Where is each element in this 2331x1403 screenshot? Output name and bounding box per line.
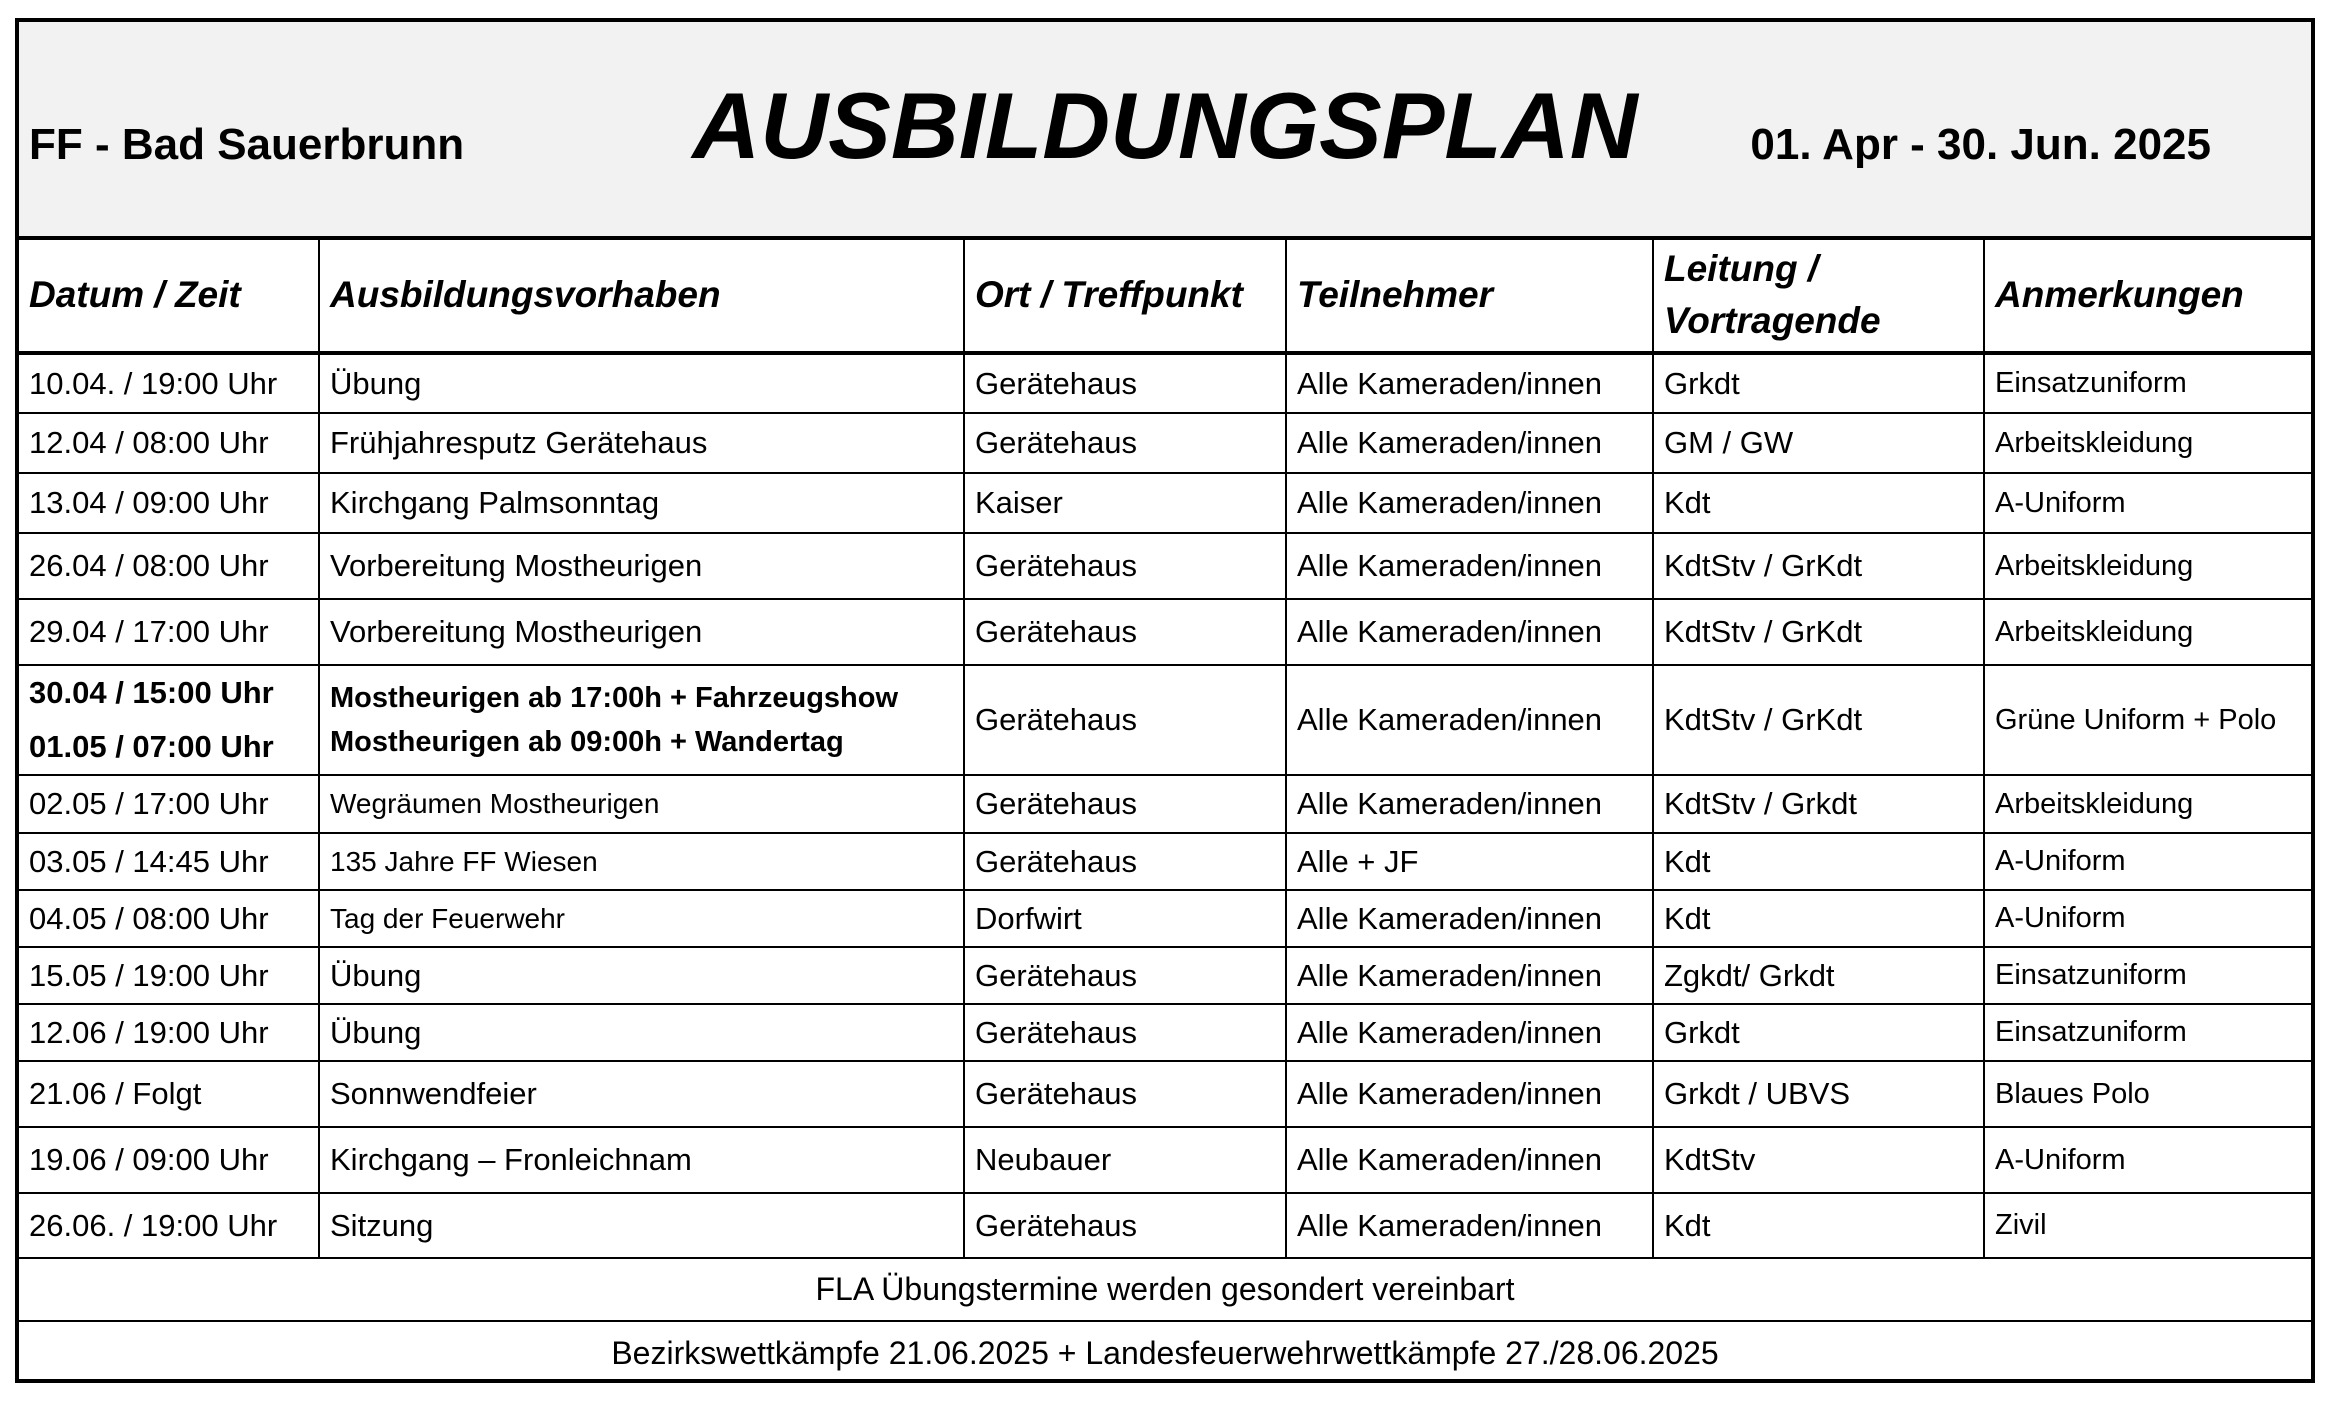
place-cell: Gerätehaus xyxy=(964,353,1286,413)
event-cell: Übung xyxy=(319,947,964,1004)
event-line-2: Mostheurigen ab 09:00h + Wandertag xyxy=(330,726,844,758)
date-cell: 02.05 / 17:00 Uhr xyxy=(19,775,319,833)
place-cell: Gerätehaus xyxy=(964,533,1286,599)
date-cell: 04.05 / 08:00 Uhr xyxy=(19,890,319,947)
note-cell: Arbeitskleidung xyxy=(1984,533,2311,599)
table-row xyxy=(19,1004,2311,1061)
lead-cell: KdtStv xyxy=(1653,1127,1984,1193)
table-row xyxy=(19,1127,2311,1193)
footer-note-row xyxy=(19,1321,2311,1385)
date-cell: 15.05 / 19:00 Uhr xyxy=(19,947,319,1004)
document-title: AUSBILDUNGSPLAN xyxy=(692,73,1638,178)
participants-cell: Alle Kameraden/innen xyxy=(1286,1004,1653,1061)
column-header-event: Ausbildungsvorhaben xyxy=(319,237,964,353)
place-cell: Dorfwirt xyxy=(964,890,1286,947)
date-cell: 29.04 / 17:00 Uhr xyxy=(19,599,319,665)
participants-cell: Alle Kameraden/innen xyxy=(1286,533,1653,599)
place-cell: Gerätehaus xyxy=(964,833,1286,890)
note-cell: A-Uniform xyxy=(1984,473,2311,533)
table-row xyxy=(19,1061,2311,1127)
participants-cell: Alle Kameraden/innen xyxy=(1286,1127,1653,1193)
event-line-1: Mostheurigen ab 17:00h + Fahrzeugshow xyxy=(330,682,899,714)
event-cell: Vorbereitung Mostheurigen xyxy=(319,533,964,599)
lead-cell: Grkdt / UBVS xyxy=(1653,1061,1984,1127)
event-cell: Sonnwendfeier xyxy=(319,1061,964,1127)
footer-note-competitions: Bezirkswettkämpfe 21.06.2025 + Landesfeuerwehrwettkämpfe 27./28.06.2025 xyxy=(19,1321,2311,1385)
document-header xyxy=(19,22,2311,240)
participants-cell: Alle Kameraden/innen xyxy=(1286,947,1653,1004)
organization-name: FF - Bad Sauerbrunn xyxy=(29,120,465,169)
date-cell xyxy=(19,665,319,775)
note-cell: Arbeitskleidung xyxy=(1984,775,2311,833)
table-row xyxy=(19,890,2311,947)
note-cell: Arbeitskleidung xyxy=(1984,413,2311,473)
date-cell: 19.06 / 09:00 Uhr xyxy=(19,1127,319,1193)
column-header-notes: Anmerkungen xyxy=(1984,237,2311,353)
participants-cell: Alle Kameraden/innen xyxy=(1286,353,1653,413)
event-cell: Vorbereitung Mostheurigen xyxy=(319,599,964,665)
date-cell: 12.06 / 19:00 Uhr xyxy=(19,1004,319,1061)
event-cell: Wegräumen Mostheurigen xyxy=(319,775,964,833)
table-row xyxy=(19,947,2311,1004)
date-cell: 26.04 / 08:00 Uhr xyxy=(19,533,319,599)
note-cell: A-Uniform xyxy=(1984,890,2311,947)
plan-period: 01. Apr - 30. Jun. 2025 xyxy=(1750,120,2211,169)
participants-cell: Alle + JF xyxy=(1286,833,1653,890)
note-cell: Arbeitskleidung xyxy=(1984,599,2311,665)
lead-cell: Grkdt xyxy=(1653,1004,1984,1061)
column-header-participants: Teilnehmer xyxy=(1286,237,1653,353)
participants-cell: Alle Kameraden/innen xyxy=(1286,775,1653,833)
place-cell: Gerätehaus xyxy=(964,1193,1286,1258)
event-cell: Frühjahresputz Gerätehaus xyxy=(319,413,964,473)
event-cell xyxy=(319,665,964,775)
date-cell: 12.04 / 08:00 Uhr xyxy=(19,413,319,473)
participants-cell: Alle Kameraden/innen xyxy=(1286,473,1653,533)
participants-cell: Alle Kameraden/innen xyxy=(1286,890,1653,947)
participants-cell: Alle Kameraden/innen xyxy=(1286,1061,1653,1127)
event-cell: 135 Jahre FF Wiesen xyxy=(319,833,964,890)
note-cell: Einsatzuniform xyxy=(1984,353,2311,413)
participants-cell: Alle Kameraden/innen xyxy=(1286,665,1653,775)
footer-note-row xyxy=(19,1258,2311,1321)
column-header-lead-line2: Vortragende xyxy=(1664,299,1881,341)
schedule-table xyxy=(19,236,2311,1385)
lead-cell: GM / GW xyxy=(1653,413,1984,473)
note-cell: Zivil xyxy=(1984,1193,2311,1258)
date-cell: 21.06 / Folgt xyxy=(19,1061,319,1127)
table-row xyxy=(19,473,2311,533)
note-cell: Blaues Polo xyxy=(1984,1061,2311,1127)
lead-cell: Grkdt xyxy=(1653,353,1984,413)
place-cell: Gerätehaus xyxy=(964,947,1286,1004)
column-header-place: Ort / Treffpunkt xyxy=(964,237,1286,353)
place-cell: Gerätehaus xyxy=(964,1061,1286,1127)
table-row xyxy=(19,413,2311,473)
lead-cell: Kdt xyxy=(1653,833,1984,890)
place-cell: Gerätehaus xyxy=(964,413,1286,473)
column-header-lead xyxy=(1653,237,1984,353)
place-cell: Gerätehaus xyxy=(964,1004,1286,1061)
place-cell: Gerätehaus xyxy=(964,775,1286,833)
lead-cell: KdtStv / Grkdt xyxy=(1653,775,1984,833)
note-cell: A-Uniform xyxy=(1984,833,2311,890)
table-row xyxy=(19,353,2311,413)
participants-cell: Alle Kameraden/innen xyxy=(1286,413,1653,473)
table-row-highlight xyxy=(19,665,2311,775)
date-cell: 26.06. / 19:00 Uhr xyxy=(19,1193,319,1258)
table-header-row xyxy=(19,237,2311,353)
date-cell: 10.04. / 19:00 Uhr xyxy=(19,353,319,413)
table-row xyxy=(19,833,2311,890)
place-cell: Gerätehaus xyxy=(964,665,1286,775)
table-row xyxy=(19,1193,2311,1258)
note-cell: A-Uniform xyxy=(1984,1127,2311,1193)
lead-cell: Kdt xyxy=(1653,890,1984,947)
footer-note-fla: FLA Übungstermine werden gesondert vereinbart xyxy=(19,1258,2311,1321)
participants-cell: Alle Kameraden/innen xyxy=(1286,1193,1653,1258)
table-row xyxy=(19,775,2311,833)
table-row xyxy=(19,533,2311,599)
column-header-lead-line1: Leitung / xyxy=(1664,247,1819,289)
place-cell: Kaiser xyxy=(964,473,1286,533)
lead-cell: Kdt xyxy=(1653,473,1984,533)
lead-cell: KdtStv / GrKdt xyxy=(1653,533,1984,599)
column-header-date: Datum / Zeit xyxy=(19,237,319,353)
table-row xyxy=(19,599,2311,665)
event-cell: Übung xyxy=(319,353,964,413)
event-cell: Kirchgang Palmsonntag xyxy=(319,473,964,533)
event-cell: Tag der Feuerwehr xyxy=(319,890,964,947)
participants-cell: Alle Kameraden/innen xyxy=(1286,599,1653,665)
date-cell: 13.04 / 09:00 Uhr xyxy=(19,473,319,533)
date-line-1: 30.04 / 15:00 Uhr xyxy=(29,675,274,710)
lead-cell: Zgkdt/ Grkdt xyxy=(1653,947,1984,1004)
training-plan-sheet xyxy=(15,18,2315,1383)
lead-cell: KdtStv / GrKdt xyxy=(1653,665,1984,775)
note-cell: Einsatzuniform xyxy=(1984,947,2311,1004)
event-cell: Übung xyxy=(319,1004,964,1061)
place-cell: Neubauer xyxy=(964,1127,1286,1193)
lead-cell: KdtStv / GrKdt xyxy=(1653,599,1984,665)
place-cell: Gerätehaus xyxy=(964,599,1286,665)
date-cell: 03.05 / 14:45 Uhr xyxy=(19,833,319,890)
event-cell: Kirchgang – Fronleichnam xyxy=(319,1127,964,1193)
note-cell: Grüne Uniform + Polo xyxy=(1984,665,2311,775)
date-line-2: 01.05 / 07:00 Uhr xyxy=(29,729,274,764)
note-cell: Einsatzuniform xyxy=(1984,1004,2311,1061)
event-cell: Sitzung xyxy=(319,1193,964,1258)
lead-cell: Kdt xyxy=(1653,1193,1984,1258)
